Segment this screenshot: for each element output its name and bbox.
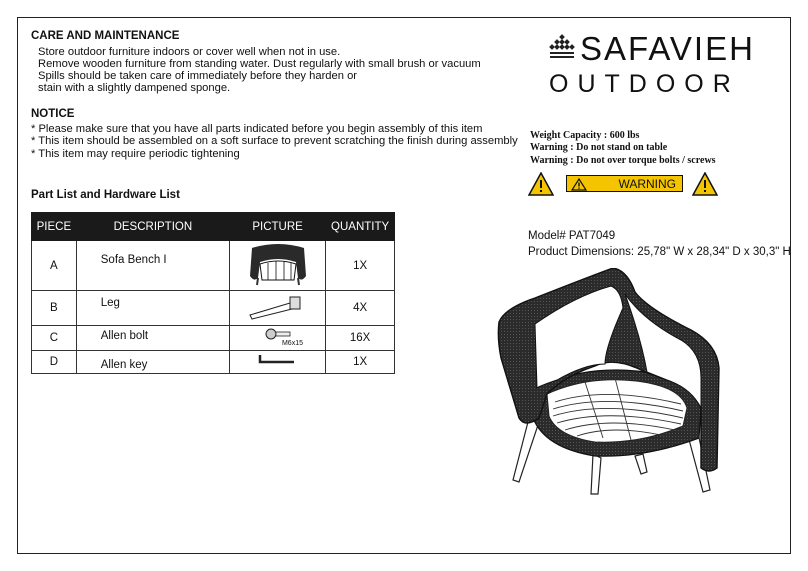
parts-heading: Part List and Hardware List bbox=[31, 189, 180, 201]
logo-brand: SAFAVIEH bbox=[580, 30, 755, 67]
warning-triangle-icon bbox=[528, 172, 554, 196]
notice-line: * Please make sure that you have all parts indicated before you begin assembly of this item bbox=[31, 123, 483, 135]
weight-capacity: Weight Capacity : 600 lbs bbox=[530, 130, 640, 141]
notice-heading: NOTICE bbox=[31, 108, 75, 120]
quantity-cell: 16X bbox=[326, 326, 395, 351]
notice-line: * This item should be assembled on a soft surface to prevent scratching the finish during assembly bbox=[31, 135, 518, 147]
care-line: Store outdoor furniture indoors or cover well when not in use. bbox=[38, 46, 341, 58]
care-heading: CARE AND MAINTENANCE bbox=[31, 30, 180, 42]
warning-triangle-icon bbox=[571, 178, 587, 191]
piece-cell: A bbox=[32, 241, 77, 291]
description-text: Allen bolt bbox=[100, 330, 149, 342]
piece-cell: D bbox=[32, 351, 77, 374]
warning-line: Warning : Do not over torque bolts / screws bbox=[530, 155, 716, 166]
column-header-picture: PICTURE bbox=[229, 213, 325, 241]
notice-line: * This item may require periodic tightening bbox=[31, 148, 240, 160]
product-dimensions: Product Dimensions: 25,78" W x 28,34" D x 30,3" H bbox=[528, 246, 791, 258]
chair-illustration bbox=[495, 268, 735, 500]
description-cell bbox=[76, 351, 229, 374]
piece-cell: C bbox=[32, 326, 77, 351]
warning-triangle-icon bbox=[692, 172, 718, 196]
safavieh-logo-mark bbox=[548, 34, 576, 60]
quantity-cell: 1X bbox=[326, 351, 395, 374]
table-row bbox=[32, 291, 395, 326]
warning-line: Warning : Do not stand on table bbox=[530, 142, 668, 153]
bolt-icon bbox=[262, 327, 292, 341]
parts-header-row bbox=[32, 213, 395, 241]
sofa-bench-icon bbox=[246, 242, 310, 286]
care-line: stain with a slightly dampened sponge. bbox=[38, 82, 231, 94]
quantity-cell: 4X bbox=[326, 291, 395, 326]
parts-table bbox=[31, 212, 395, 374]
piece-cell: B bbox=[32, 291, 77, 326]
description-cell bbox=[76, 241, 229, 291]
description-cell bbox=[76, 291, 229, 326]
table-row bbox=[32, 241, 395, 291]
warning-badge bbox=[566, 175, 683, 192]
column-header-quantity: QUANTITY bbox=[326, 213, 395, 241]
model-number: Model# PAT7049 bbox=[528, 230, 616, 242]
care-line: Spills should be taken care of immediately before they harden or bbox=[38, 70, 358, 82]
description-text: Leg bbox=[100, 297, 120, 309]
table-row bbox=[32, 326, 395, 351]
warning-badge-label: WARNING bbox=[618, 177, 676, 191]
picture-cell bbox=[229, 351, 325, 374]
quantity-cell: 1X bbox=[326, 241, 395, 291]
column-header-piece: PIECE bbox=[32, 213, 77, 241]
picture-cell bbox=[229, 241, 325, 291]
column-header-description: DESCRIPTION bbox=[76, 213, 229, 241]
leg-icon bbox=[246, 293, 310, 321]
table-row bbox=[32, 351, 395, 374]
picture-cell bbox=[229, 291, 325, 326]
care-line: Remove wooden furniture from standing water. Dust regularly with small brush or vacuum bbox=[38, 58, 481, 70]
allen-key-icon bbox=[254, 352, 302, 370]
description-text: Sofa Bench I bbox=[100, 253, 167, 266]
logo-sub: OUTDOOR bbox=[549, 70, 740, 98]
description-cell bbox=[76, 326, 229, 351]
bolt-size-label: M6x15 bbox=[281, 340, 303, 347]
picture-cell bbox=[229, 326, 325, 351]
description-text: Allen key bbox=[100, 359, 148, 371]
